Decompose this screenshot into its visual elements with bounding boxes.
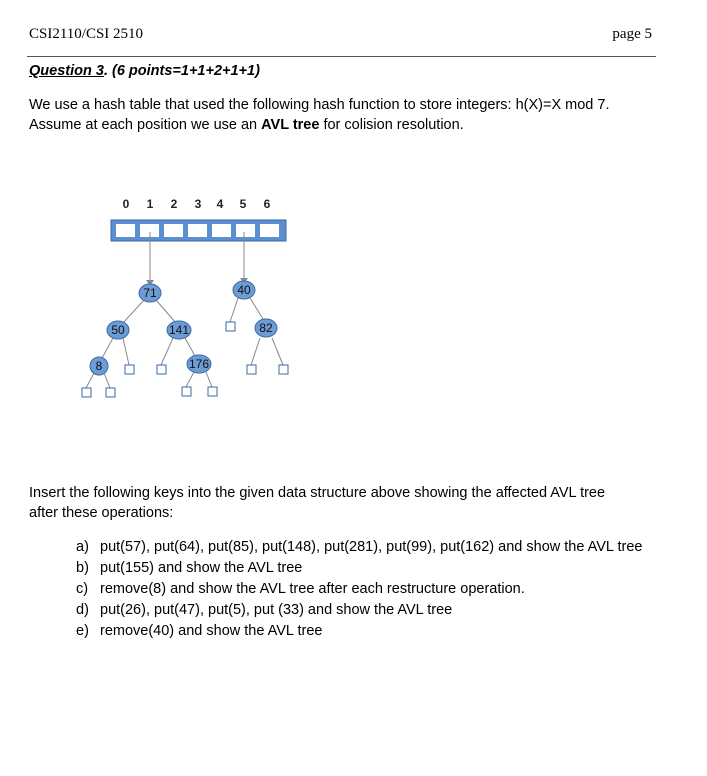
intro-line-1: We use a hash table that used the following hash function to store integers: h(X)=X mod 7. bbox=[29, 97, 610, 113]
node-label-82: 82 bbox=[259, 321, 273, 335]
course-code: CSI2110/CSI 2510 bbox=[29, 26, 144, 42]
node-label-141: 141 bbox=[168, 323, 190, 337]
question-title-points: . (6 points=1+1+2+1+1) bbox=[103, 63, 260, 79]
edge-176-null-right bbox=[206, 372, 212, 387]
node-label-50: 50 bbox=[111, 323, 125, 337]
edge-50-null bbox=[123, 338, 129, 365]
part-b bbox=[76, 558, 676, 579]
hash-slot-2 bbox=[164, 224, 183, 237]
part-c-text: remove(8) and show the AVL tree after each restructure operation. bbox=[100, 581, 525, 597]
part-e-label: e) bbox=[76, 623, 89, 639]
instructions bbox=[29, 483, 679, 523]
part-a bbox=[76, 537, 676, 558]
part-a-text: put(57), put(64), put(85), put(148), put(281), put(99), put(162) and show the AVL tree bbox=[100, 539, 643, 555]
null-leaf-176-right bbox=[208, 387, 217, 396]
node-label-71: 71 bbox=[143, 286, 157, 300]
instructions-line-2: after these operations: bbox=[29, 505, 174, 521]
part-a-label: a) bbox=[76, 539, 89, 555]
intro-line-2-bold: AVL tree bbox=[261, 117, 320, 133]
part-c bbox=[76, 579, 676, 600]
part-d-label: d) bbox=[76, 602, 89, 618]
edge-40-82 bbox=[250, 298, 263, 319]
index-label-4: 4 bbox=[216, 197, 224, 211]
parts-list bbox=[76, 537, 676, 642]
part-e-text: remove(40) and show the AVL tree bbox=[100, 623, 323, 639]
page-number: page 5 bbox=[612, 26, 652, 42]
null-leaf-50-right bbox=[125, 365, 134, 374]
edge-141-176 bbox=[185, 338, 195, 356]
null-leaf-82-left bbox=[247, 365, 256, 374]
edge-176-null-left bbox=[186, 372, 194, 387]
edge-71-141 bbox=[156, 300, 176, 323]
hash-slot-0 bbox=[116, 224, 135, 237]
edge-71-50 bbox=[123, 300, 144, 323]
null-leaf-8-left bbox=[82, 388, 91, 397]
hash-slot-6 bbox=[260, 224, 279, 237]
index-labels bbox=[123, 197, 271, 211]
index-label-0: 0 bbox=[122, 197, 130, 211]
null-leaf-176-left bbox=[182, 387, 191, 396]
part-c-label: c) bbox=[76, 581, 89, 597]
edge-82-null-right bbox=[272, 338, 283, 365]
part-b-label: b) bbox=[76, 560, 89, 576]
index-label-5: 5 bbox=[239, 197, 247, 211]
part-d bbox=[76, 600, 676, 621]
hash-array bbox=[111, 220, 286, 241]
part-d-text: put(26), put(47), put(5), put (33) and show the AVL tree bbox=[100, 602, 453, 618]
null-leaf-40-left bbox=[226, 322, 235, 331]
edge-82-null-left bbox=[251, 338, 260, 365]
part-e bbox=[76, 621, 676, 642]
null-leaf-141-left bbox=[157, 365, 166, 374]
index-label-6: 6 bbox=[263, 197, 271, 211]
node-label-8: 8 bbox=[95, 359, 103, 373]
instructions-line-1: Insert the following keys into the given data structure above showing the affected AVL tree bbox=[29, 485, 606, 501]
null-leaf-82-right bbox=[279, 365, 288, 374]
intro-line-2-pre: Assume at each position we use an bbox=[29, 117, 262, 133]
edge-40-null bbox=[230, 298, 238, 322]
edge-141-null bbox=[161, 338, 173, 365]
node-label-176: 176 bbox=[188, 357, 210, 371]
null-leaf-8-right bbox=[106, 388, 115, 397]
hash-slot-3 bbox=[188, 224, 207, 237]
hash-slot-4 bbox=[212, 224, 231, 237]
edge-8-null-left bbox=[86, 373, 94, 388]
edge-50-8 bbox=[101, 338, 113, 360]
hash-slot-5 bbox=[236, 224, 255, 237]
question-title-main: Question 3 bbox=[29, 63, 104, 79]
node-label-40: 40 bbox=[237, 283, 251, 297]
index-label-3: 3 bbox=[194, 197, 202, 211]
edge-8-null-right bbox=[104, 373, 110, 388]
node-labels bbox=[96, 283, 273, 373]
index-label-2: 2 bbox=[170, 197, 178, 211]
part-b-text: put(155) and show the AVL tree bbox=[100, 560, 303, 576]
index-label-1: 1 bbox=[146, 197, 154, 211]
intro-line-2-post: for colision resolution. bbox=[319, 117, 464, 133]
